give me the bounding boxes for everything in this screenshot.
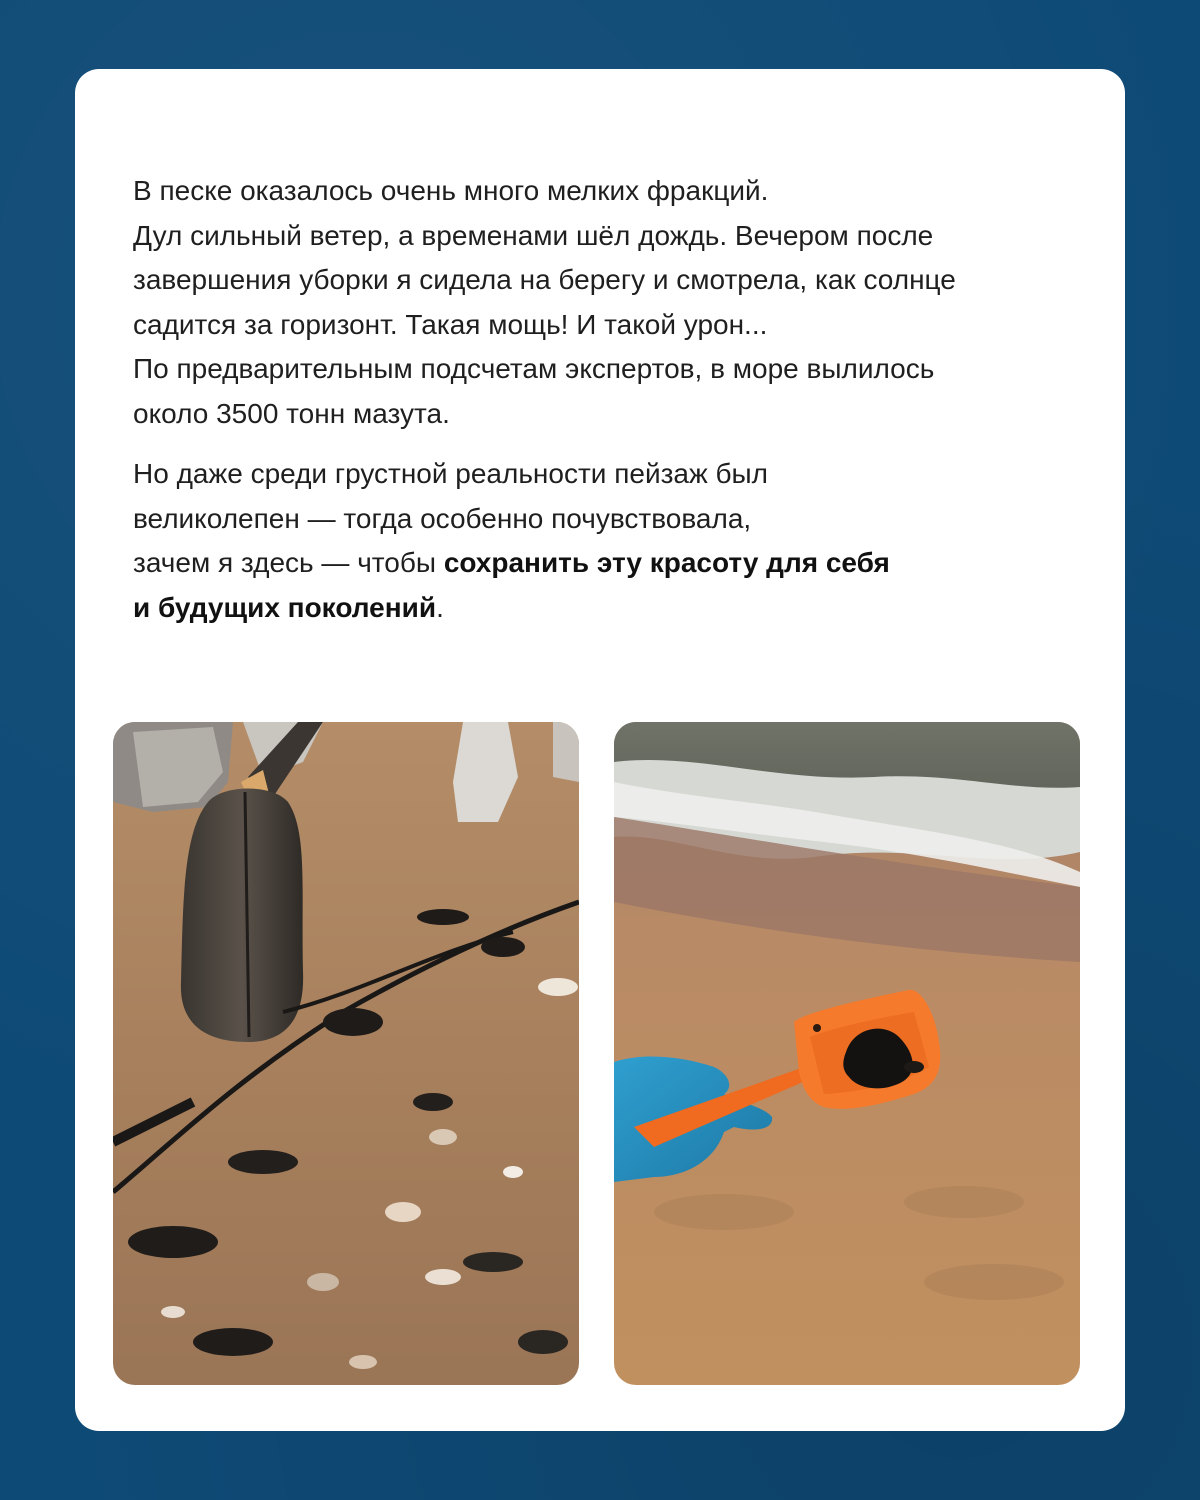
paragraph-2-line-2: великолепен — тогда особенно почувствовала, bbox=[133, 502, 752, 534]
paragraph-2-line-3 bbox=[133, 541, 1093, 586]
paragraph-1-line-6: около 3500 тонн мазута. bbox=[133, 397, 450, 429]
paragraph-2-line-3-prefix: зачем я здесь — чтобы bbox=[133, 547, 444, 578]
paragraph-1-line-2: Дул сильный ветер, а временами шёл дождь. Вечером после bbox=[133, 219, 934, 251]
paragraph-2-line-1: Но даже среди грустной реальности пейзаж был bbox=[133, 458, 769, 489]
paragraph-1-line-4: садится за горизонт. Такая мощь! И такой урон... bbox=[133, 308, 768, 340]
highlight-text-1: сохранить эту красоту для себя bbox=[443, 547, 890, 578]
paragraph-1 bbox=[133, 169, 1093, 436]
story-text bbox=[133, 169, 1093, 630]
paragraph-2-line-4 bbox=[133, 586, 1093, 631]
paragraph-2 bbox=[133, 452, 1093, 630]
paragraph-1-line-5: По предварительным подсчетам экспертов, в море вылилось bbox=[133, 353, 935, 384]
photo-orange-scoop-beach bbox=[614, 722, 1080, 1385]
highlight-text-2: и будущих поколений bbox=[133, 591, 437, 623]
paragraph-1-line-3: завершения уборки я сидела на берегу и смотрела, как солнце bbox=[133, 264, 956, 295]
photo-shovel-oily-sand bbox=[113, 722, 579, 1385]
content-card bbox=[75, 69, 1125, 1431]
paragraph-2-line-4-suffix: . bbox=[436, 591, 444, 623]
paragraph-1-line-1: В песке оказалось очень много мелких фракций. bbox=[133, 175, 769, 206]
